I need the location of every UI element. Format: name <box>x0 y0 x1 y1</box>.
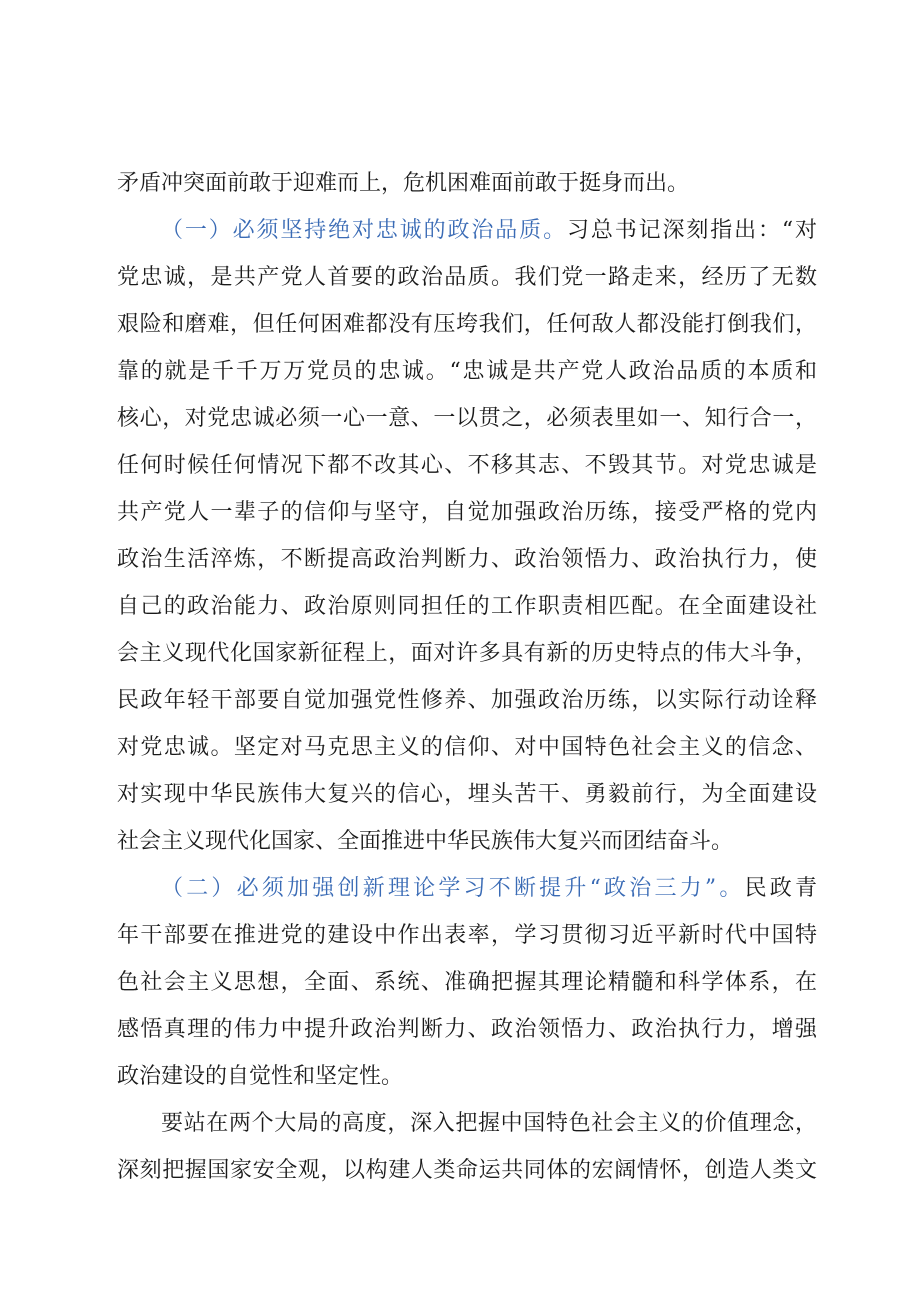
text-line: 要站在两个大局的高度，深入把握中国特色社会主义的价值理念， <box>161 1111 817 1136</box>
section-heading-1: （一）必须坚持绝对忠诚的政治品质。 <box>161 218 567 243</box>
text-line: 任何时候任何情况下都不改其心、不移其志、不毁其节。对党忠诚是 <box>117 453 817 478</box>
text-line: 政治生活淬炼，不断提高政治判断力、政治领悟力、政治执行力，使 <box>117 547 817 572</box>
text-line: 会主义现代化国家新征程上，面对许多具有新的历史特点的伟大斗争， <box>117 641 817 666</box>
text-line: 党忠诚，是共产党人首要的政治品质。我们党一路走来，经历了无数 <box>117 265 817 290</box>
text-line: 自己的政治能力、政治原则同担任的工作职责相匹配。在全面建设社 <box>117 594 817 619</box>
paragraph-line-with-heading <box>161 869 817 909</box>
text-line: 社会主义现代化国家、全面推进中华民族伟大复兴而团结奋斗。 <box>117 829 734 854</box>
text-line: 年干部要在推进党的建设中作出表率，学习贯彻习近平新时代中国特 <box>117 923 817 948</box>
text-line: 民政年轻干部要自觉加强党性修养、加强政治历练，以实际行动诠释 <box>117 688 817 713</box>
section-heading-2: （二）必须加强创新理论学习不断提升“政治三力”。 <box>161 876 745 901</box>
paragraph-line-with-heading <box>161 211 817 251</box>
text-line: 艰险和磨难，但任何困难都没有压垮我们，任何敌人都没能打倒我们， <box>117 312 817 337</box>
text-line: 靠的就是千千万万党员的忠诚。“忠诚是共产党人政治品质的本质和 <box>117 359 817 384</box>
text-run: 习总书记深刻指出：“对 <box>566 218 817 243</box>
text-line: 核心，对党忠诚必须一心一意、一以贯之，必须表里如一、知行合一， <box>117 406 817 431</box>
text-line: 对实现中华民族伟大复兴的信心，埋头苦干、勇毅前行，为全面建设 <box>117 782 817 807</box>
text-run: 民政青 <box>744 876 817 901</box>
text-line: 共产党人一辈子的信仰与坚守，自觉加强政治历练，接受严格的党内 <box>117 500 817 525</box>
text-line: 政治建设的自觉性和坚定性。 <box>117 1064 404 1089</box>
text-line: 感悟真理的伟力中提升政治判断力、政治领悟力、政治执行力，增强 <box>117 1017 817 1042</box>
text-line: 对党忠诚。坚定对马克思主义的信仰、对中国特色社会主义的信念、 <box>117 735 817 760</box>
text-line: 色社会主义思想，全面、系统、准确把握其理论精髓和科学体系，在 <box>117 970 817 995</box>
text-line: 深刻把握国家安全观，以构建人类命运共同体的宏阔情怀，创造人类文 <box>117 1158 817 1183</box>
text-line: 矛盾冲突面前敢于迎难而上，危机困难面前敢于挺身而出。 <box>117 171 690 196</box>
